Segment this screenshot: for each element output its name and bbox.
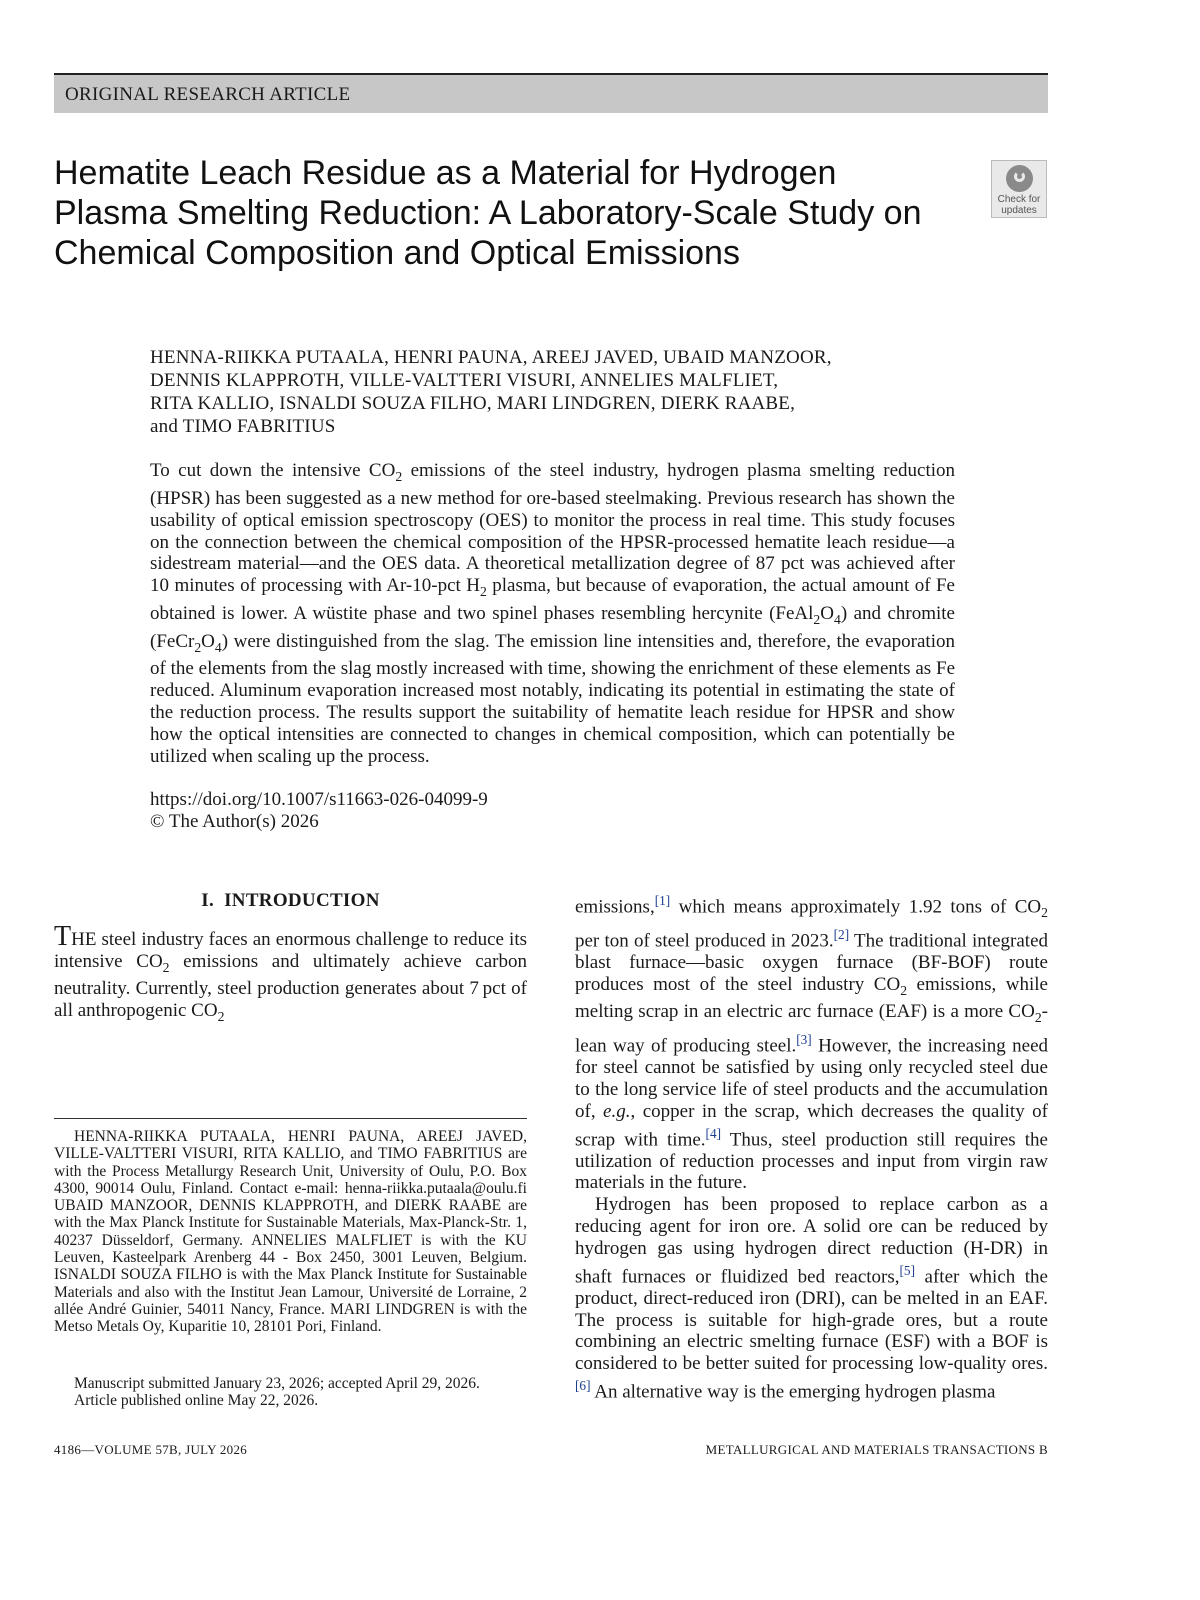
article-type-label: ORIGINAL RESEARCH ARTICLE: [65, 84, 351, 105]
paper-title: Hematite Leach Residue as a Material for Hydrogen Plasma Smelting Reduction: A Laboratory-Scale Study on Chemical Composition and Optical Emissions: [54, 154, 922, 272]
copyright-notice: © The Author(s) 2026: [150, 811, 319, 832]
author-list: [150, 346, 970, 438]
submission-dates: Manuscript submitted January 23, 2026; accepted April 29, 2026.: [74, 1375, 480, 1392]
journal-name: METALLURGICAL AND MATERIALS TRANSACTIONS B: [705, 1442, 1048, 1457]
body-paragraph: Hydrogen has been proposed to replace carbon as a reducing agent for iron ore. A solid ore can be reduced by hydrogen gas using hydrogen direct reduction (H-DR) in shaft furnaces or fluidized bed reactors,[5] after which the product, direct-reduced iron (DRI), can be melted in an EAF. The process is suitable for high-grade ores, but a route combining an electric smelting furnace (ESF) with a BOF is considered to be better suited for processing low-quality ores.[6] An alternative way is the emerging hydrogen plasma: [575, 1194, 1048, 1403]
citation-link[interactable]: [6]: [575, 1377, 591, 1393]
drop-cap: T: [54, 921, 72, 952]
citation-link[interactable]: [5]: [899, 1262, 916, 1278]
right-column: [575, 890, 1048, 1403]
footnote-divider: [54, 1118, 527, 1119]
author-line: and TIMO FABRITIUS: [150, 416, 336, 437]
doi-link[interactable]: https://doi.org/10.1007/s11663-026-04099-9: [150, 789, 488, 810]
author-line: HENNA-RIIKKA PUTAALA, HENRI PAUNA, AREEJ JAVED, UBAID MANZOOR,: [150, 347, 832, 368]
citation-link[interactable]: [4]: [705, 1125, 722, 1141]
publication-date: Article published online May 22, 2026.: [74, 1392, 319, 1410]
update-check-icon: [1006, 165, 1033, 192]
manuscript-dates: [74, 1375, 534, 1410]
check-for-updates-label: Check for updates: [997, 194, 1041, 216]
left-column: [54, 890, 527, 1028]
author-line: DENNIS KLAPPROTH, VILLE-VALTTERI VISURI, ANNELIES MALFLIET,: [150, 370, 779, 391]
author-line: RITA KALLIO, ISNALDI SOUZA FILHO, MARI LINDGREN, DIERK RAABE,: [150, 393, 796, 414]
citation-link[interactable]: [1]: [654, 893, 671, 908]
author-affiliations: HENNA-RIIKKA PUTAALA, HENRI PAUNA, AREEJ JAVED, VILLE-VALTTERI VISURI, RITA KALLIO, and TIMO FABRITIUS are with the Process Metallurgy Research Unit, University of Oulu, P.O. Box 4300, 90014 Oulu, Finland. Contact e-mail: henna-riikka.putaala@oulu.fi UBAID MANZOOR, DENNIS KLAPPROTH, and DIERK RAABE are with the Max Planck Institute for Sustainable Materials, Max-Planck-Str. 1, 40237 Düsseldorf, Germany. ANNELIES MALFLIET is with the KU Leuven, Kasteelpark Arenberg 44 - Box 2450, 3001 Leuven, Belgium. ISNALDI SOUZA FILHO is with the Max Planck Institute for Sustainable Materials and also with the Institut Jean Lamour, Université de Lorraine, 2 allée André Guinier, 54011 Nancy, France. MARI LINDGREN is with the Metso Metals Oy, Kuparitie 10, 28101 Pori, Finland.: [54, 1128, 527, 1336]
citation-link[interactable]: [2]: [833, 926, 850, 942]
check-for-updates-button[interactable]: [991, 160, 1047, 218]
article-type-band: [54, 73, 1048, 113]
page-folio: 4186—VOLUME 57B, JULY 2026: [54, 1442, 248, 1457]
section-heading: I. INTRODUCTION: [201, 890, 380, 911]
body-paragraph: emissions,[1] which means approximately 1.92 tons of $CO_2$ per ton of steel produced in 2023.[2] The traditional integrated blast furnace—basic oxygen furnace (BF-BOF) route produces most of the steel industry $CO_2$ emissions, while melting scrap in an electric arc furnace (EAF) is a more $CO_2$-lean way of producing steel.[3] However, the increasing need for steel cannot be satisfied by using only recycled steel due to the long service life of steel products and the accumulation of, e.g., copper in the scrap, which decreases the quality of scrap with time.[4] Thus, steel production still requires the utilization of reduction processes and input from virgin raw materials in the future.: [575, 893, 1048, 1194]
intro-paragraph: THE steel industry faces an enormous challenge to reduce its intensive $CO_2$ emissions and ultimately achieve carbon neutrality. Currently, steel production generates about 7 pct of all anthropogenic $CO_2$: [54, 921, 527, 1024]
citation-link[interactable]: [3]: [796, 1032, 812, 1048]
abstract: To cut down the intensive $CO_2$ emissions of the steel industry, hydrogen plasma smelting reduction (HPSR) has been suggested as a new method for ore-based steelmaking. Previous research has shown the usability of optical emission spectroscopy (OES) to monitor the process in real time. This study focuses on the connection between the chemical composition of the HPSR-processed hematite leach residue—a sidestream material—and the OES data. A theoretical metallization degree of 87 pct was achieved after 10 minutes of processing with Ar-10-pct $H_2$ plasma, but because of evaporation, the actual amount of Fe obtained is lower. A wüstite phase and two spinel phases resembling hercynite $(FeAl_2O_4)$ and chromite $(FeCr_2O_4)$ were distinguished from the slag. The emission line intensities and, therefore, the evaporation of the elements from the slag mostly increased with time, showing the enrichment of these elements as Fe reduced. Aluminum evaporation increased most notably, indicating its potential in estimating the state of the reduction process. The results support the suitability of hematite leach residue for HPSR and show how the optical intensities are connected to changes in chemical composition, which can potentially be utilized when scaling up the process.: [150, 460, 956, 768]
